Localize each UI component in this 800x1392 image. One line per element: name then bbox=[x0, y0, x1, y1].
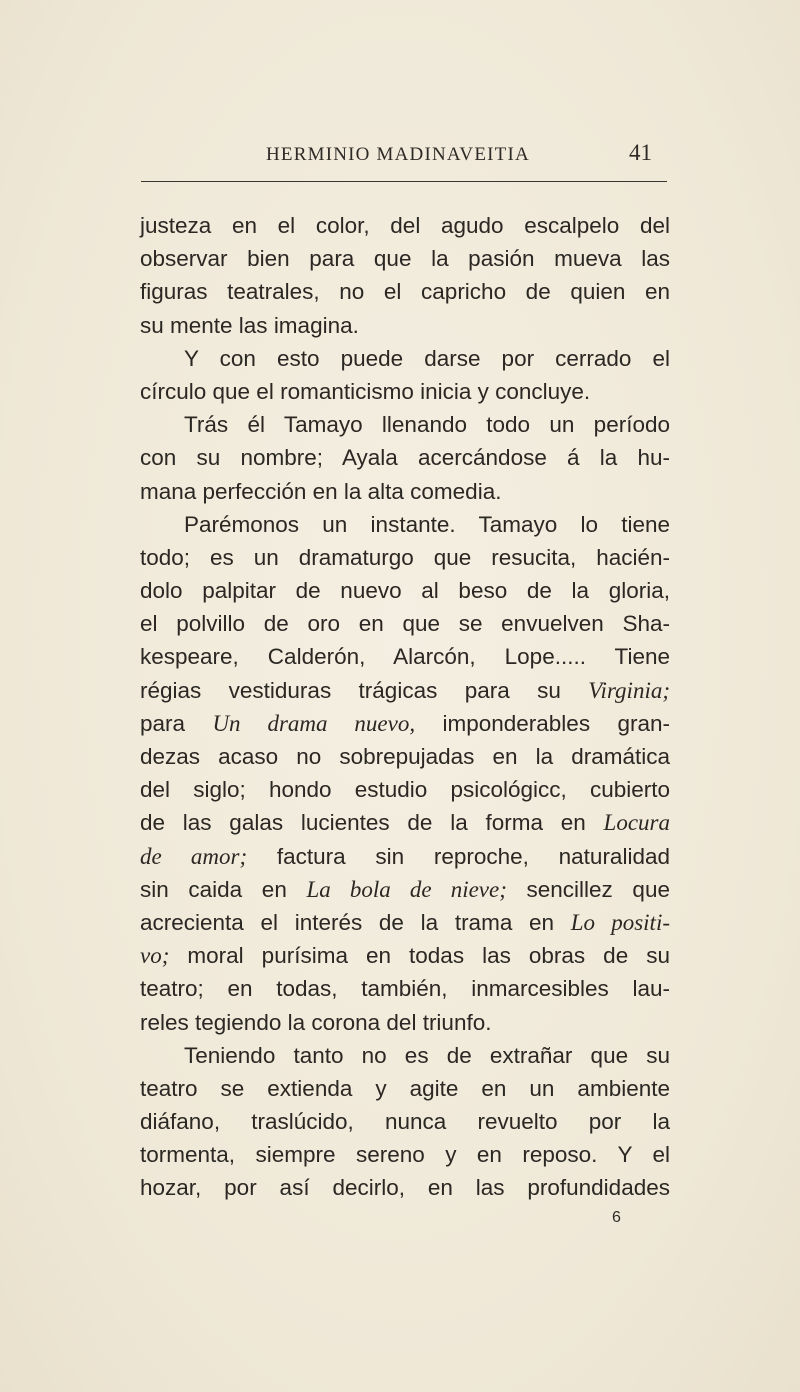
text-line: círculo que el romanticismo inicia y concluye. bbox=[140, 378, 591, 404]
italic-title: vo; bbox=[140, 943, 170, 969]
text-line: con su nombre; Ayala acercándose á la hu- bbox=[140, 445, 670, 471]
text-line: figuras teatrales, no el capricho de quien en bbox=[140, 279, 670, 305]
text-line: mana perfección en la alta comedia. bbox=[140, 478, 502, 504]
text-line: para Un drama nuevo, imponderables gran- bbox=[140, 710, 670, 736]
text-line: teatro; en todas, también, inmarcesibles lau- bbox=[140, 976, 670, 1002]
italic-title: Virginia; bbox=[588, 677, 670, 703]
text-line: todo; es un dramaturgo que resucita, hacién- bbox=[140, 544, 670, 570]
text-line: Trás él Tamayo llenando todo un período bbox=[184, 412, 670, 438]
text-line: Y con esto puede darse por cerrado el bbox=[184, 345, 670, 371]
header-rule bbox=[141, 181, 667, 182]
text-line: dolo palpitar de nuevo al beso de la gloria, bbox=[140, 578, 670, 604]
text-line: diáfano, traslúcido, nunca revuelto por la bbox=[140, 1109, 670, 1135]
text-line: vo; moral purísima en todas las obras de su bbox=[140, 943, 670, 969]
text-line: hozar, por así decirlo, en las profundidades bbox=[140, 1175, 670, 1201]
printer-signature-mark: 6 bbox=[612, 1209, 621, 1226]
body-text bbox=[140, 209, 670, 1205]
text-line: Parémonos un instante. Tamayo lo tiene bbox=[184, 511, 670, 537]
text-line: de amor; factura sin reproche, naturalidad bbox=[140, 843, 670, 869]
text-line: kespeare, Calderón, Alarcón, Lope..... Tiene bbox=[140, 644, 670, 670]
text-line: observar bien para que la pasión mueva las bbox=[140, 246, 670, 272]
text-line: el polvillo de oro en que se envuelven Sha- bbox=[140, 611, 670, 637]
text-line: justeza en el color, del agudo escalpelo del bbox=[140, 213, 670, 238]
running-title: HERMINIO MADINAVEITIA bbox=[266, 144, 530, 165]
text-line: sin caida en La bola de nieve; sencillez que bbox=[140, 876, 670, 902]
running-head bbox=[140, 140, 656, 170]
text-line: su mente las imagina. bbox=[140, 312, 359, 338]
text-line: acrecienta el interés de la trama en Lo positi- bbox=[140, 909, 670, 935]
italic-title: Lo positi- bbox=[570, 909, 670, 935]
text-line: de las galas lucientes de la forma en Locura bbox=[140, 810, 670, 836]
page-number: 41 bbox=[629, 140, 652, 165]
italic-title: La bola de nieve; bbox=[306, 876, 507, 902]
italic-title: Locura bbox=[603, 810, 670, 836]
text-line: del siglo; hondo estudio psicológicc, cubierto bbox=[140, 777, 670, 803]
text-line: teatro se extienda y agite en un ambiente bbox=[140, 1075, 670, 1101]
italic-title: de amor; bbox=[140, 843, 248, 869]
italic-title: Un drama nuevo, bbox=[212, 710, 416, 736]
text-line: dezas acaso no sobrepujadas en la dramática bbox=[140, 744, 670, 769]
text-line: tormenta, siempre sereno y en reposo. Y el bbox=[140, 1142, 670, 1168]
text-line: Teniendo tanto no es de extrañar que su bbox=[184, 1042, 670, 1068]
text-line: régias vestiduras trágicas para su Virginia; bbox=[140, 677, 670, 703]
text-line: reles tegiendo la corona del triunfo. bbox=[140, 1009, 492, 1035]
